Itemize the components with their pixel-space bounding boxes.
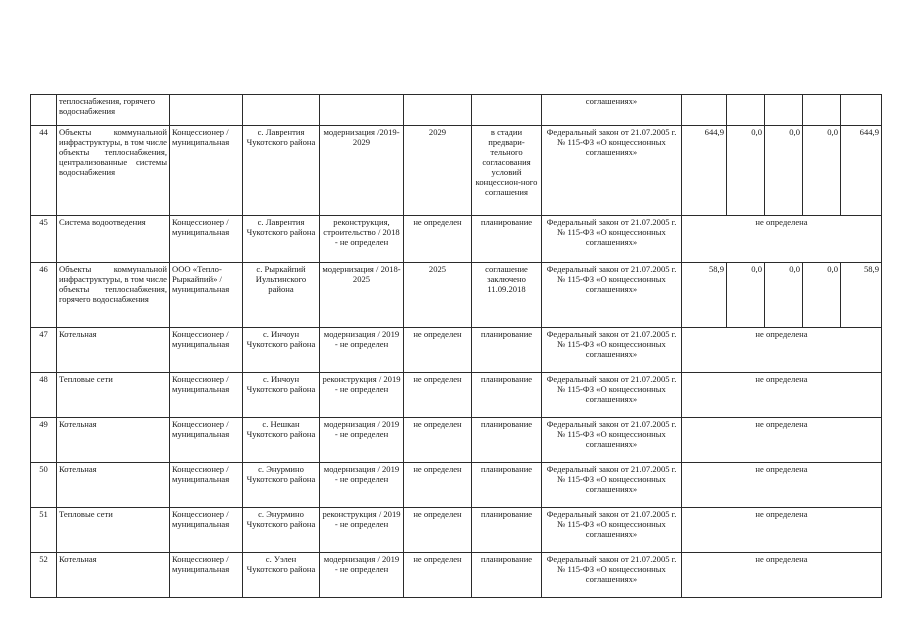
table-row <box>31 263 882 328</box>
cell-work <box>320 95 404 126</box>
cell-location: с. Нешкан Чукотского района <box>243 418 320 463</box>
cell-location: с. Энурмино Чукотского района <box>243 463 320 508</box>
cell-work: модернизация / 2019 - не определен <box>320 328 404 373</box>
table-row <box>31 463 882 508</box>
cell-status: планирование <box>472 216 542 263</box>
cell-status: планирование <box>472 328 542 373</box>
cell-party: Концессионер / муниципальная <box>170 126 243 216</box>
cell-value: 644,9 <box>841 126 882 216</box>
cell-value: 644,9 <box>682 126 727 216</box>
cell-location: с. Уэлен Чукотского района <box>243 553 320 598</box>
cell-undefined: не определена <box>682 373 882 418</box>
cell-value: 0,0 <box>803 126 841 216</box>
cell-value: 0,0 <box>765 263 803 328</box>
cell-object: Котельная <box>57 418 170 463</box>
cell-party: Концессионер / муниципальная <box>170 216 243 263</box>
cell-law: Федеральный закон от 21.07.2005 г. № 115-ФЗ «О концессионных соглашениях» <box>542 263 682 328</box>
cell-num: 47 <box>31 328 57 373</box>
cell-status: планирование <box>472 508 542 553</box>
cell-work: модернизация / 2019 - не определен <box>320 553 404 598</box>
cell-num <box>31 95 57 126</box>
cell-status <box>472 95 542 126</box>
cell-work: реконструкция / 2019 - не определен <box>320 508 404 553</box>
cell-work: реконструкция / 2019 - не определен <box>320 373 404 418</box>
cell-party: Концессионер / муниципальная <box>170 508 243 553</box>
table-row <box>31 508 882 553</box>
cell-object: теплоснабжения, горячего водоснабжения <box>57 95 170 126</box>
cell-year: 2029 <box>404 126 472 216</box>
cell-work: модернизация / 2018-2025 <box>320 263 404 328</box>
cell-party: Концессионер / муниципальная <box>170 373 243 418</box>
cell-year: не определен <box>404 508 472 553</box>
cell-status: планирование <box>472 373 542 418</box>
cell-law: Федеральный закон от 21.07.2005 г. № 115-ФЗ «О концессионных соглашениях» <box>542 126 682 216</box>
cell-location: с. Рыркайпий Иультинского района <box>243 263 320 328</box>
cell-law: соглашениях» <box>542 95 682 126</box>
cell-value: 0,0 <box>727 263 765 328</box>
cell-location: с. Лаврентия Чукотского района <box>243 216 320 263</box>
cell-law: Федеральный закон от 21.07.2005 г. № 115-ФЗ «О концессионных соглашениях» <box>542 418 682 463</box>
concession-table <box>30 94 882 598</box>
cell-object: Тепловые сети <box>57 508 170 553</box>
cell-party: Концессионер / муниципальная <box>170 418 243 463</box>
cell-status: планирование <box>472 418 542 463</box>
cell-value <box>765 95 803 126</box>
cell-num: 46 <box>31 263 57 328</box>
cell-location: с. Инчоун Чукотского района <box>243 328 320 373</box>
cell-party: ООО «Тепло-Рыркайпий» / муниципальная <box>170 263 243 328</box>
cell-law: Федеральный закон от 21.07.2005 г. № 115-ФЗ «О концессионных соглашениях» <box>542 373 682 418</box>
cell-party: Концессионер / муниципальная <box>170 328 243 373</box>
cell-work: модернизация / 2019 - не определен <box>320 418 404 463</box>
cell-year: не определен <box>404 553 472 598</box>
cell-undefined: не определена <box>682 508 882 553</box>
cell-year: не определен <box>404 373 472 418</box>
cell-object: Котельная <box>57 463 170 508</box>
table-row <box>31 216 882 263</box>
cell-num: 45 <box>31 216 57 263</box>
cell-year: не определен <box>404 463 472 508</box>
cell-undefined: не определена <box>682 463 882 508</box>
cell-value: 58,9 <box>682 263 727 328</box>
cell-num: 51 <box>31 508 57 553</box>
cell-status: планирование <box>472 553 542 598</box>
cell-object: Тепловые сети <box>57 373 170 418</box>
cell-object: Объекты коммунальной инфраструктуры, в том числе объекты теплоснабжения, централизованные системы водоснабжения <box>57 126 170 216</box>
table-row <box>31 328 882 373</box>
table-row <box>31 553 882 598</box>
cell-party: Концессионер / муниципальная <box>170 463 243 508</box>
cell-value: 0,0 <box>765 126 803 216</box>
table-row-continuation <box>31 95 882 126</box>
table-row <box>31 126 882 216</box>
cell-num: 48 <box>31 373 57 418</box>
cell-work: реконструкция, строительство / 2018 - не определен <box>320 216 404 263</box>
cell-work: модернизация / 2019 - не определен <box>320 463 404 508</box>
cell-object: Система водоотведения <box>57 216 170 263</box>
cell-value: 58,9 <box>841 263 882 328</box>
cell-num: 50 <box>31 463 57 508</box>
cell-location <box>243 95 320 126</box>
cell-value <box>727 95 765 126</box>
cell-law: Федеральный закон от 21.07.2005 г. № 115-ФЗ «О концессионных соглашениях» <box>542 328 682 373</box>
cell-value <box>841 95 882 126</box>
cell-undefined: не определена <box>682 328 882 373</box>
cell-status: соглашение заключено 11.09.2018 <box>472 263 542 328</box>
cell-work: модернизация /2019-2029 <box>320 126 404 216</box>
cell-value <box>682 95 727 126</box>
cell-year: 2025 <box>404 263 472 328</box>
cell-undefined: не определена <box>682 553 882 598</box>
cell-object: Объекты коммунальной инфраструктуры, в том числе объекты теплоснабжения, горячего водоснабжения <box>57 263 170 328</box>
cell-location: с. Энурмино Чукотского района <box>243 508 320 553</box>
cell-year <box>404 95 472 126</box>
cell-law: Федеральный закон от 21.07.2005 г. № 115-ФЗ «О концессионных соглашениях» <box>542 508 682 553</box>
cell-object: Котельная <box>57 553 170 598</box>
cell-status: в стадии предвари-тельного согласования условий концессион-ного соглашения <box>472 126 542 216</box>
cell-year: не определен <box>404 328 472 373</box>
cell-value <box>803 95 841 126</box>
cell-num: 44 <box>31 126 57 216</box>
cell-year: не определен <box>404 216 472 263</box>
cell-object: Котельная <box>57 328 170 373</box>
table-row <box>31 373 882 418</box>
cell-law: Федеральный закон от 21.07.2005 г. № 115-ФЗ «О концессионных соглашениях» <box>542 216 682 263</box>
cell-status: планирование <box>472 463 542 508</box>
table-row <box>31 418 882 463</box>
cell-party <box>170 95 243 126</box>
cell-law: Федеральный закон от 21.07.2005 г. № 115-ФЗ «О концессионных соглашениях» <box>542 553 682 598</box>
cell-undefined: не определена <box>682 216 882 263</box>
cell-location: с. Инчоун Чукотского района <box>243 373 320 418</box>
cell-num: 49 <box>31 418 57 463</box>
cell-value: 0,0 <box>803 263 841 328</box>
cell-value: 0,0 <box>727 126 765 216</box>
cell-year: не определен <box>404 418 472 463</box>
table-body <box>31 95 882 598</box>
cell-party: Концессионер / муниципальная <box>170 553 243 598</box>
cell-num: 52 <box>31 553 57 598</box>
cell-law: Федеральный закон от 21.07.2005 г. № 115-ФЗ «О концессионных соглашениях» <box>542 463 682 508</box>
cell-location: с. Лаврентия Чукотского района <box>243 126 320 216</box>
cell-undefined: не определена <box>682 418 882 463</box>
